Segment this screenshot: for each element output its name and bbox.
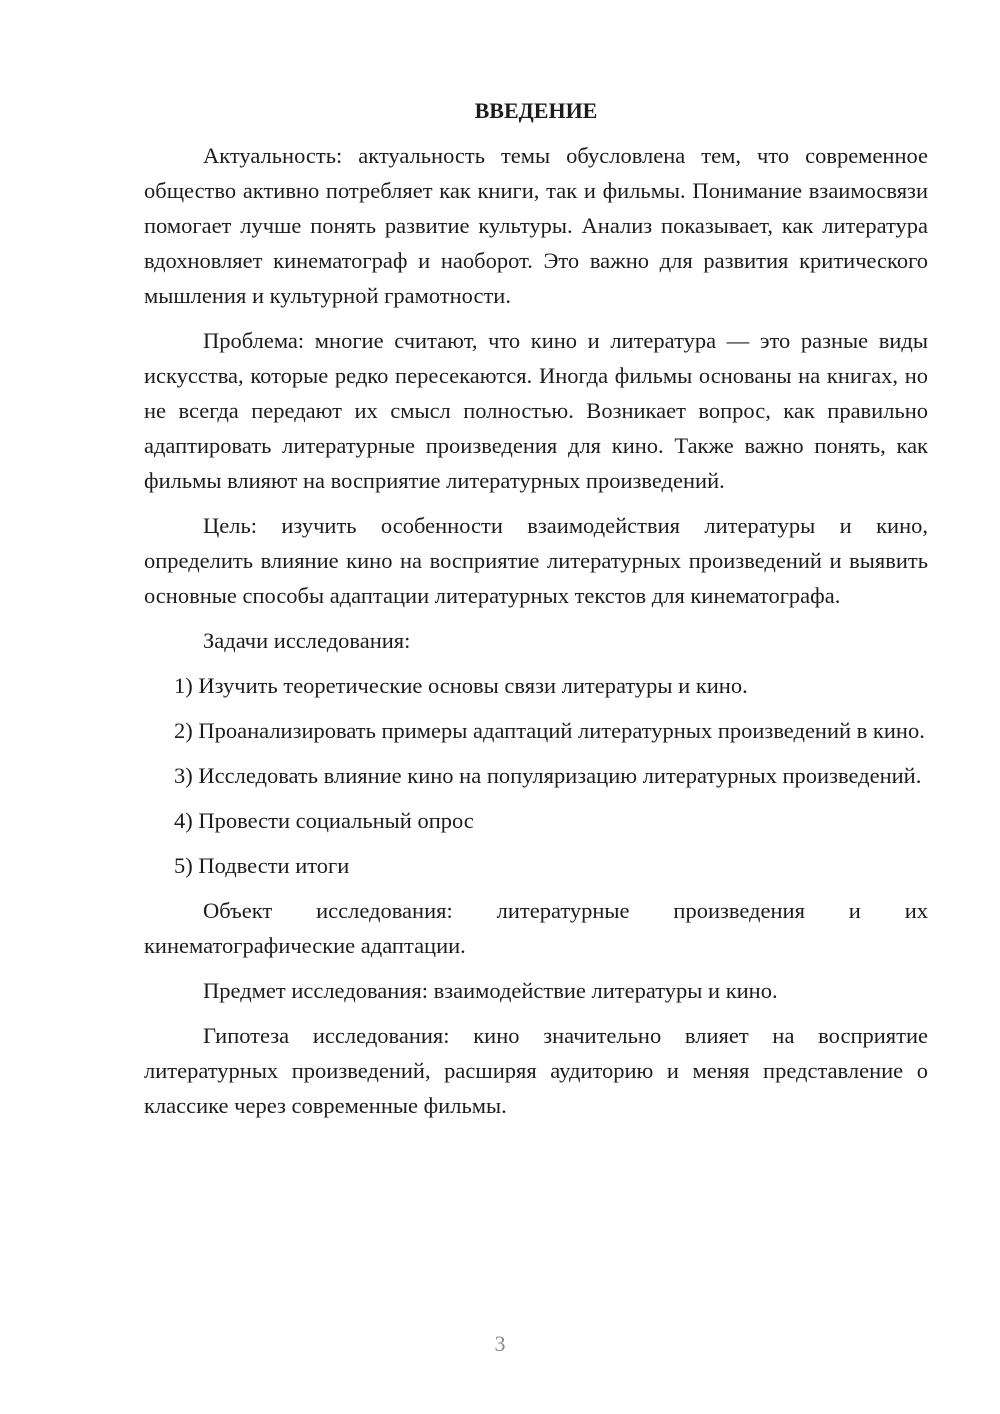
- task-item: 5) Подвести итоги: [174, 853, 350, 878]
- object-paragraph: Объект исследования: литературные произведения и их кинематографические адаптации.: [144, 898, 928, 958]
- task-item: 2) Проанализировать примеры адаптаций литературных произведений в кино.: [174, 718, 925, 743]
- hypothesis-paragraph: Гипотеза исследования: кино значительно влияет на восприятие литературных произведений, расширяя аудиторию и меняя представление о классике через современные фильмы.: [144, 1023, 928, 1118]
- tasks-list: [144, 668, 928, 883]
- document-page: [144, 96, 928, 1133]
- page-number: 3: [494, 1331, 506, 1356]
- section-title: ВВЕДЕНИЕ: [474, 98, 598, 123]
- task-item: 1) Изучить теоретические основы связи литературы и кино.: [174, 673, 748, 698]
- subject-paragraph: Предмет исследования: взаимодействие литературы и кино.: [203, 978, 778, 1003]
- relevance-paragraph: Актуальность: актуальность темы обусловлена тем, что современное общество активно потребляет как книги, так и фильмы. Понимание взаимосвязи помогает лучше понять развитие культуры. Анализ показывает, как литература вдохновляет кинематограф и наоборот. Это важно для развития критического мышления и культурной грамотности.: [144, 143, 928, 308]
- tasks-heading: Задачи исследования:: [203, 628, 411, 653]
- goal-paragraph: Цель: изучить особенности взаимодействия литературы и кино, определить влияние кино на восприятие литературных произведений и выявить основные способы адаптации литературных текстов для кинематографа.: [144, 513, 928, 608]
- problem-paragraph: Проблема: многие считают, что кино и литература — это разные виды искусства, которые редко пересекаются. Иногда фильмы основаны на книгах, но не всегда передают их смысл полностью. Возникает вопрос, как правильно адаптировать литературные произведения для кино. Также важно понять, как фильмы влияют на восприятие литературных произведений.: [144, 328, 928, 493]
- task-item: 4) Провести социальный опрос: [174, 808, 474, 833]
- task-item: 3) Исследовать влияние кино на популяризацию литературных произведений.: [174, 763, 922, 788]
